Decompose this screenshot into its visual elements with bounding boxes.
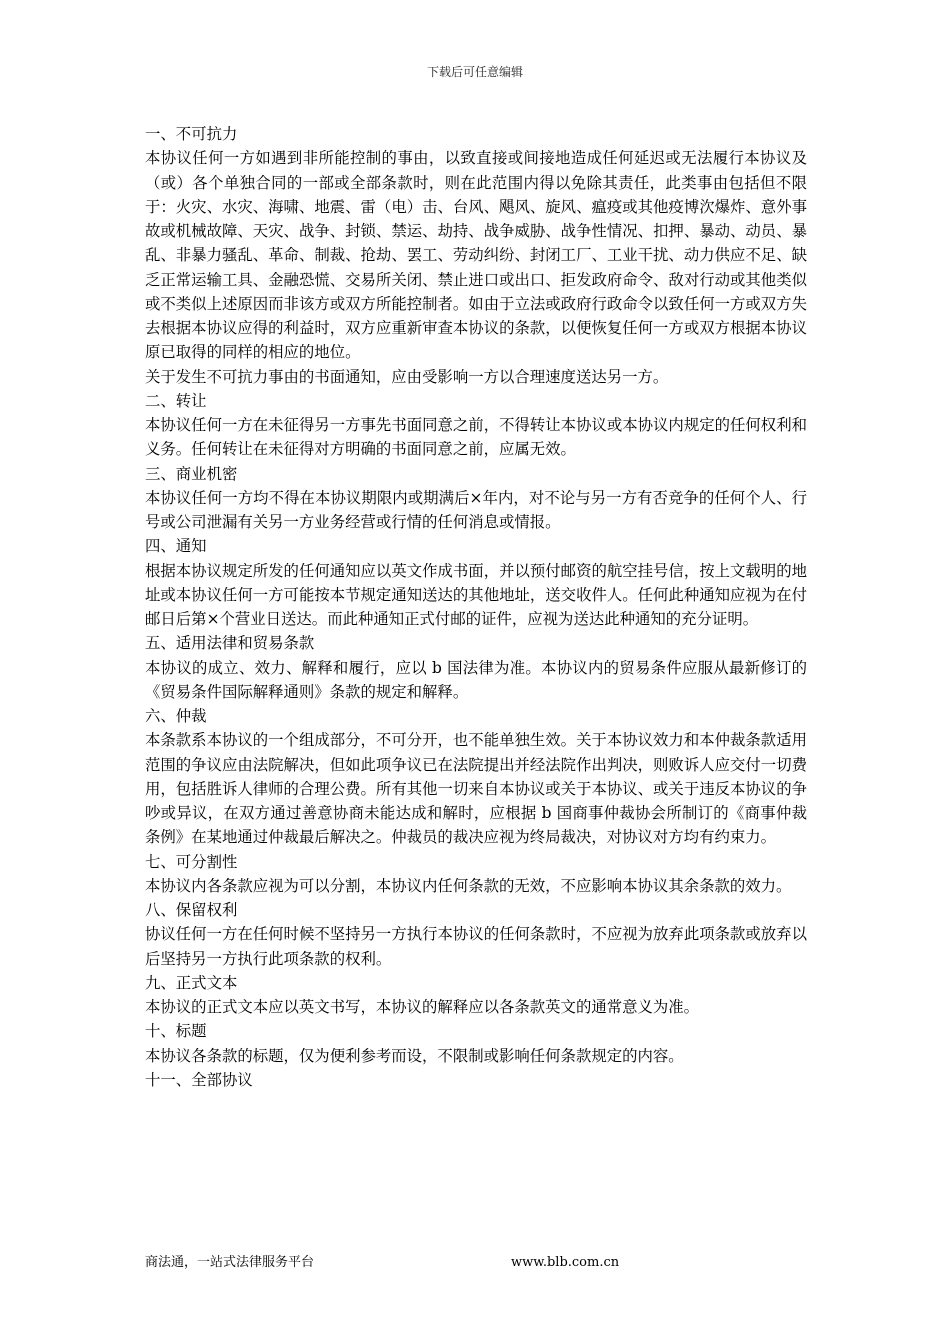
section-heading-force-majeure: 一、不可抗力: [145, 125, 238, 143]
section-heading-entire-agreement: 十一、全部协议: [145, 1070, 253, 1089]
page-header: [0, 64, 950, 80]
paragraph-governing-law-body: 本协议的成立、效力、解释和履行，应以 b 国法律为准。本协议内的贸易条件应服从最新修订的《贸易条件国际解释通则》条款的规定和解释。: [145, 658, 807, 701]
paragraph-arbitration-body: 本条款系本协议的一个组成部分，不可分开，也不能单独生效。关于本协议效力和本仲裁条款适用范围的争议应由法院解决，但如此项争议已在法院提出并经法院作出判决，则败诉人应交付一切费用，包括胜诉人律师的合理公费。所有其他一切来自本协议或关于本协议、或关于违反本协议的争吵或异议，在双方通过善意协商未能达成和解时，应根据 b 国商事仲裁协会所制订的《商事仲裁条例》在某地通过仲裁最后解决之。仲裁员的裁决应视为终局裁决，对协议对方均有约束力。: [145, 731, 807, 847]
header-note: 下载后可任意编辑: [426, 65, 523, 79]
section-heading-notice: 四、通知: [145, 537, 207, 556]
paragraph-notice-body: 根据本协议规定所发的任何通知应以英文作成书面，并以预付邮资的航空挂号信，按上文载明的地址或本协议任何一方可能按本节规定通知送达的其他地址，送交收件人。任何此种通知应视为在付邮日后第×个营业日送达。而此种通知正式付邮的证件，应视为送达此种通知的充分证明。: [145, 561, 807, 628]
paragraph-assignment-body: 本协议任何一方在未征得另一方事先书面同意之前，不得转让本协议或本协议内规定的任何权利和义务。任何转让在未征得对方明确的书面同意之前，应属无效。: [145, 416, 807, 459]
section-heading-severability: 七、可分割性: [145, 852, 238, 871]
section-heading-trade-secrets: 三、商业机密: [145, 464, 238, 483]
section-heading-official-text: 九、正式文本: [145, 973, 238, 992]
section-heading-governing-law: 五、适用法律和贸易条款: [145, 634, 315, 653]
section-heading-headings: 十、标题: [145, 1022, 207, 1041]
paragraph-trade-secrets-body: 本协议任何一方均不得在本协议期限内或期满后×年内，对不论与另一方有否竞争的任何个人、行号或公司泄漏有关另一方业务经营或行情的任何消息或情报。: [145, 488, 807, 531]
section-heading-reservation-of-rights: 八、保留权利: [145, 901, 238, 919]
paragraph-force-majeure-body: 本协议任何一方如遇到非所能控制的事由，以致直接或间接地造成任何延迟或无法履行本协议及（或）各个单独合同的一部或全部条款时，则在此范围内得以免除其责任，此类事由包括但不限于：火灾、水灾、海啸、地震、雷（电）击、台风、飓风、旋风、瘟疫或其他疫博㳄爆炸、意外事故或机械故障、天灾、战争、封锁、禁运、劫持、战争威胁、战争性情况、扣押、暴动、动员、暴乱、非暴力骚乱、革命、制裁、抢劫、罢工、劳动纠纷、封闭工厂、工业干扰、动力供应不足、缺乏正常运输工具、金融恐慌、交易所关闭、禁止进口或出口、拒发政府命令、敌对行动或其他类似或不类似上述原因而非该方或双方所能控制者。如由于立法或政府行政命令以致任何一方或双方失去根据本协议应得的利益时，双方应重新审查本协议的条款，以便恢复任何一方或双方根据本协议原已取得的同样的相应的地位。: [145, 149, 807, 362]
footer-website-link[interactable]: www.blb.com.cn: [511, 1255, 620, 1270]
section-heading-arbitration: 六、仲裁: [145, 707, 207, 725]
paragraph-severability-body: 本协议内各条款应视为可以分割，本协议内任何条款的无效，不应影响本协议其余条款的效力。: [145, 876, 792, 895]
paragraph-force-majeure-notice: 关于发生不可抗力事由的书面通知，应由受影响一方以合理速度送达另一方。: [145, 367, 669, 386]
paragraph-headings-body: 本协议各条款的标题，仅为便利参考而设，不限制或影响任何条款规定的内容。: [145, 1046, 684, 1065]
paragraph-reservation-of-rights-body: 协议任何一方在任何时候不坚持另一方执行本协议的任何条款时，不应视为放弃此项条款或放弃以后坚持另一方执行此项条款的权利。: [145, 925, 807, 968]
document-body: [145, 122, 807, 1092]
footer-platform-name: 商法通，一站式法律服务平台: [145, 1255, 315, 1270]
section-heading-assignment: 二、转让: [145, 391, 207, 410]
paragraph-official-text-body: 本协议的正式文本应以英文书写，本协议的解释应以各条款英文的通常意义为准。: [145, 998, 700, 1016]
